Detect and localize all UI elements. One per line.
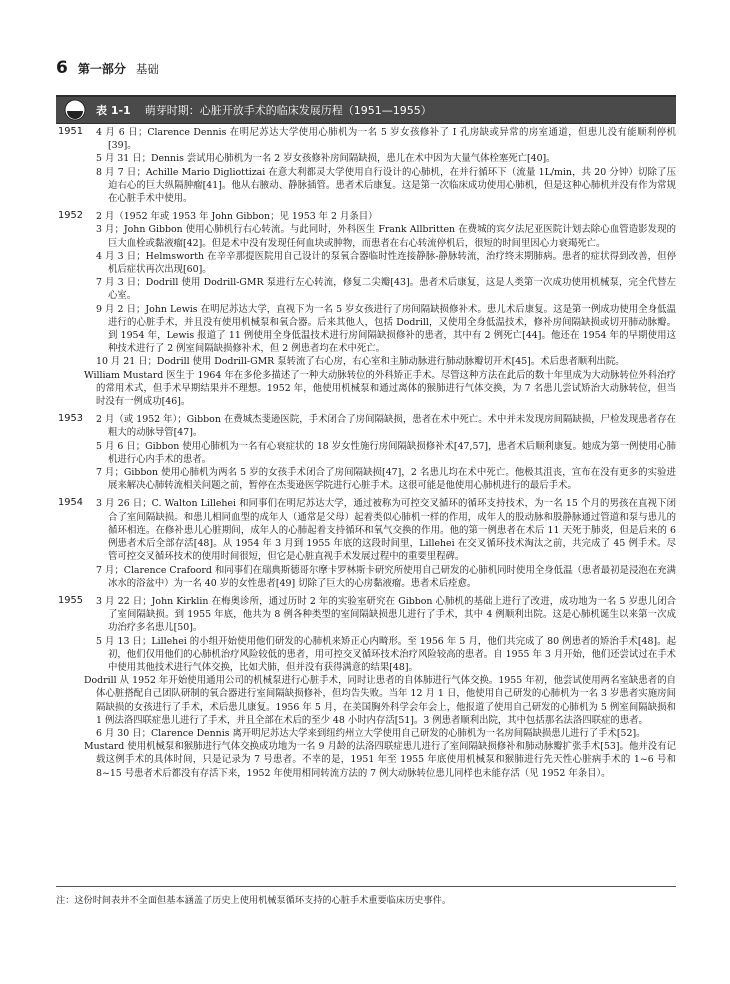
timeline-entry: 6 月 30 日；Clarence Dennis 离开明尼苏达大学来到纽约州立大学使用自己研发的心肺机为一名房间隔缺损患儿进行了手术[52]。	[96, 727, 646, 739]
timeline-entry: 7 月；Clarence Crafoord 和同事们在瑞典斯德哥尔摩卡罗林斯卡研究所使用自己研发的心肺机同时使用全身低温（患者最初是浸泡在充满冰水的浴盆中）为一名 40 岁的女性患者[49] 切除了巨大的心房黏液瘤。患者术后痊愈。	[96, 564, 676, 589]
timeline-entry: William Mustard 医生于 1964 年在多伦多描述了一种大动脉转位的外科矫正手术。尽管这种方法在此后的数十年里成为大动脉转位外科治疗的常用术式，但手术早期结果并不理想。1952 年，他使用机械泵和通过离体的猴肺进行气体交换，为 7 名患儿尝试矫治大动脉转位，但当时没有一例成功[46]。	[84, 369, 676, 408]
timeline-entry: 3 月 22 日；John Kirklin 在梅奥诊所，通过历时 2 年的实验室研究在 Gibbon 心肺机的基础上进行了改进，成功地为一名 5 岁患儿闭合了室间隔缺损。到 1955 年底，他共为 8 例各种类型的室间隔缺损患儿进行了手术，其中 4 例顺利出院。这是心肺机诞生以来第一次成功治疗多名患儿[50]。	[96, 595, 676, 634]
timeline-entry: 3 月 26 日；C. Walton Lillehei 和同事们在明尼苏达大学，通过被称为可控交叉循环的循环支持技术，为一名 15 个月的男孩在直视下闭合了室间隔缺损。和患儿相同血型的成年人（通常是父母）起着类似心肺机一样的作用，成年人的股动脉和股静脉通过管道和泵与患儿的循环相连。在修补患儿心脏期间，成年人的心肺起着支持循环和氧气交换的作用。他的第一例患者在术后 11 天死于肺炎，但是后来的 6 例患者术后全部存活[48]。从 1954 年 3 月到 1955 年底的这段时间里，Lillehei 在交叉循环技术淘汰之前，共完成了 45 例手术。尽管可控交叉循环技术的使用时间很短，但它是心脏直视手术发展过程中的重要里程碑。	[96, 498, 676, 563]
table-title: 萌芽时期：心脏开放手术的临床发展历程（1951—1955）	[144, 104, 432, 117]
year-label: 1955	[58, 594, 83, 606]
table-bottom-rule	[56, 886, 676, 887]
table-title-bar	[56, 95, 676, 124]
timeline-entry: 7 月；Gibbon 使用心肺机为两名 5 岁的女孩手术闭合了房间隔缺损[47]，2 名患儿均在术中死亡。他极其沮丧，宣布在没有更多的实验进展来解决心肺转流相关问题之前，暂停在杰斐逊医学院进行心脏手术。这很可能是他使用心肺机进行的最后手术。	[96, 467, 676, 492]
year-label: 1953	[58, 413, 83, 425]
year-block-1953	[56, 413, 676, 492]
timeline-table	[56, 126, 676, 780]
timeline-entry: 2 月（1952 年或 1953 年 John Gibbon；见 1953 年 2 月条目）	[96, 211, 378, 223]
year-block-1951	[56, 126, 676, 205]
timeline-entry: 5 月 6 日；Gibbon 使用心肺机为一名有心衰症状的 18 岁女性施行房间隔缺损修补术[47,57]，患者术后顺利康复。她成为第一例使用心肺机进行心内手术的患者。	[96, 440, 676, 465]
timeline-entry: 10 月 21 日；Dodrill 使用 Dodrill-GMR 泵转流了右心房，右心室和主肺动脉进行肺动脉瓣切开术[45]。术后患者顺利出院。	[96, 356, 625, 368]
timeline-entry: Dodrill 从 1952 年开始使用通用公司的机械泵进行心脏手术，同时让患者的自体肺进行气体交换。1955 年初，他尝试使用两名室缺患者的自体心脏搭配自己团队研制的氧合器进行室间隔缺损修补，但均告失败。当年 12 月 1 日，他使用自己研发的心肺机为一名 3 岁患者实施房间隔缺损的女孩进行了手术，术后患儿康复。1956 年 5 月，在美国胸外科学会年会上，他报道了使用自己研发的心肺机为 5 例室间隔缺损和 1 例法洛四联症患儿进行了手术，并且全部在术后的至少 48 小时内存活[51]。3 例患者顺利出院，其中包括那名法洛四联症的患者。	[84, 675, 676, 726]
timeline-entry: 4 月 6 日；Clarence Dennis 在明尼苏达大学使用心肺机为一名 5 岁女孩修补了 I 孔房缺或异常的房室通道，但患儿没有能顺利停机[39]。	[96, 127, 676, 152]
year-label: 1952	[58, 210, 83, 222]
year-block-1954	[56, 497, 676, 589]
timeline-entry: 3 月；John Gibbon 使用心肺机行右心转流。与此同时，外科医生 Frank Allbritten 在费城的宾夕法尼亚医院计划去除心血管造影发现的巨大血栓或黏液瘤[42]。但是术中没有发现任何血块或肿物，而患者在右心转流停机后，很短的时间里因心力衰竭死亡。	[96, 224, 676, 249]
timeline-entry: 5 月 31 日；Dennis 尝试用心肺机为一名 2 岁女孩修补房间隔缺损，患儿在术中因为大量气体栓塞死亡[40]。	[96, 153, 556, 165]
year-block-1955	[56, 595, 676, 780]
part-subtitle: 基础	[135, 62, 159, 76]
timeline-entry: 8 月 7 日；Achille Mario Digliottizai 在意大利都灵大学使用自行设计的心肺机，在并行循环下（流量 1L/min，共 20 分钟）切除了压迫右心的巨大纵隔肿瘤[41]。他从右腋动、静脉插管。患者术后康复。这是第一次临床成功使用心肺机，但是这种心肺机并没有作为常规在心脏手术中使用。	[96, 166, 676, 205]
page-number: 6	[56, 58, 68, 78]
part-title: 第一部分	[77, 62, 126, 76]
timeline-entry: 7 月 3 日；Dodrill 使用 Dodrill-GMR 泵进行左心转流，修复二尖瓣[43]。患者术后康复，这是人类第一次成功使用机械泵，完全代替左心室。	[96, 277, 676, 302]
table-label: 表 1-1	[96, 104, 131, 117]
table-footnote: 注：这份时间表并不全面但基本涵盖了历史上使用机械泵循环支持的心脏手术重要临床历史事件。	[56, 895, 452, 906]
year-label: 1954	[58, 497, 83, 509]
timeline-entry: Mustard 使用机械泵和猴肺进行气体交换成功地为一名 9 月龄的法洛四联症患儿进行了室间隔缺损修补和肺动脉瓣扩张手术[53]。他并没有记载这例手术的具体时间，只是记录为 7 号患者。不幸的是，1951 年至 1955 年底使用机械泵和猴肺进行先天性心脏病手术的 1~6 号和 8~15 号患者术后都没有存活下来，1952 年使用相同转流方法的 7 例大动脉转位患儿同样也未能存活（见 1952 年条目）。	[84, 741, 676, 779]
timeline-entry: 4 月 3 日；Helmsworth 在辛辛那提医院用自己设计的泵氧合器临时性连接静脉-静脉转流，治疗终末期肺病。患者的症状得到改善，但停机后症状再次出现[60]。	[96, 250, 676, 276]
year-block-1952	[56, 210, 676, 408]
timeline-entry: 2 月（或 1952 年）；Gibbon 在费城杰斐逊医院，手术闭合了房间隔缺损，患者在术中死亡。术中并未发现房间隔缺损，尸检发现患者存在粗大的动脉导管[47]。	[96, 414, 676, 439]
year-label: 1951	[58, 126, 83, 137]
timeline-entry: 5 月 13 日；Lillehei 的小组开始使用他们研发的心肺机来矫正心内畸形。至 1956 年 5 月，他们共完成了 80 例患者的矫治手术[48]。起初，他们仅用他们的心肺机治疗风险较低的患者，用可控交叉循环技术治疗风险较高的患者。自 1955 年 3 月开始，他们还尝试过在手术中使用其他技术进行气体交换，比如犬肺，但并没有获得满意的结果[48]。	[96, 635, 676, 673]
page-header	[56, 58, 159, 78]
circle-badge-icon	[64, 99, 86, 121]
timeline-entry: 9 月 2 日；John Lewis 在明尼苏达大学，直视下为一名 5 岁女孩进行了房间隔缺损修补术。患儿术后康复。这是第一例成功使用全身低温进行的心脏手术，并且没有使用机械泵和氧合器。后来其他人，包括 Dodrill，又使用全身低温技术，修补房间隔缺损或切开肺动脉瓣。到 1954 年，Lewis 报道了 11 例使用全身低温技术进行房间隔缺损修补的患者，其中有 2 例死亡[44]。他还在 1954 年的早期使用这种技术进行了 2 例室间隔缺损修补术，但 2 例患者均在术中死亡。	[96, 303, 676, 355]
